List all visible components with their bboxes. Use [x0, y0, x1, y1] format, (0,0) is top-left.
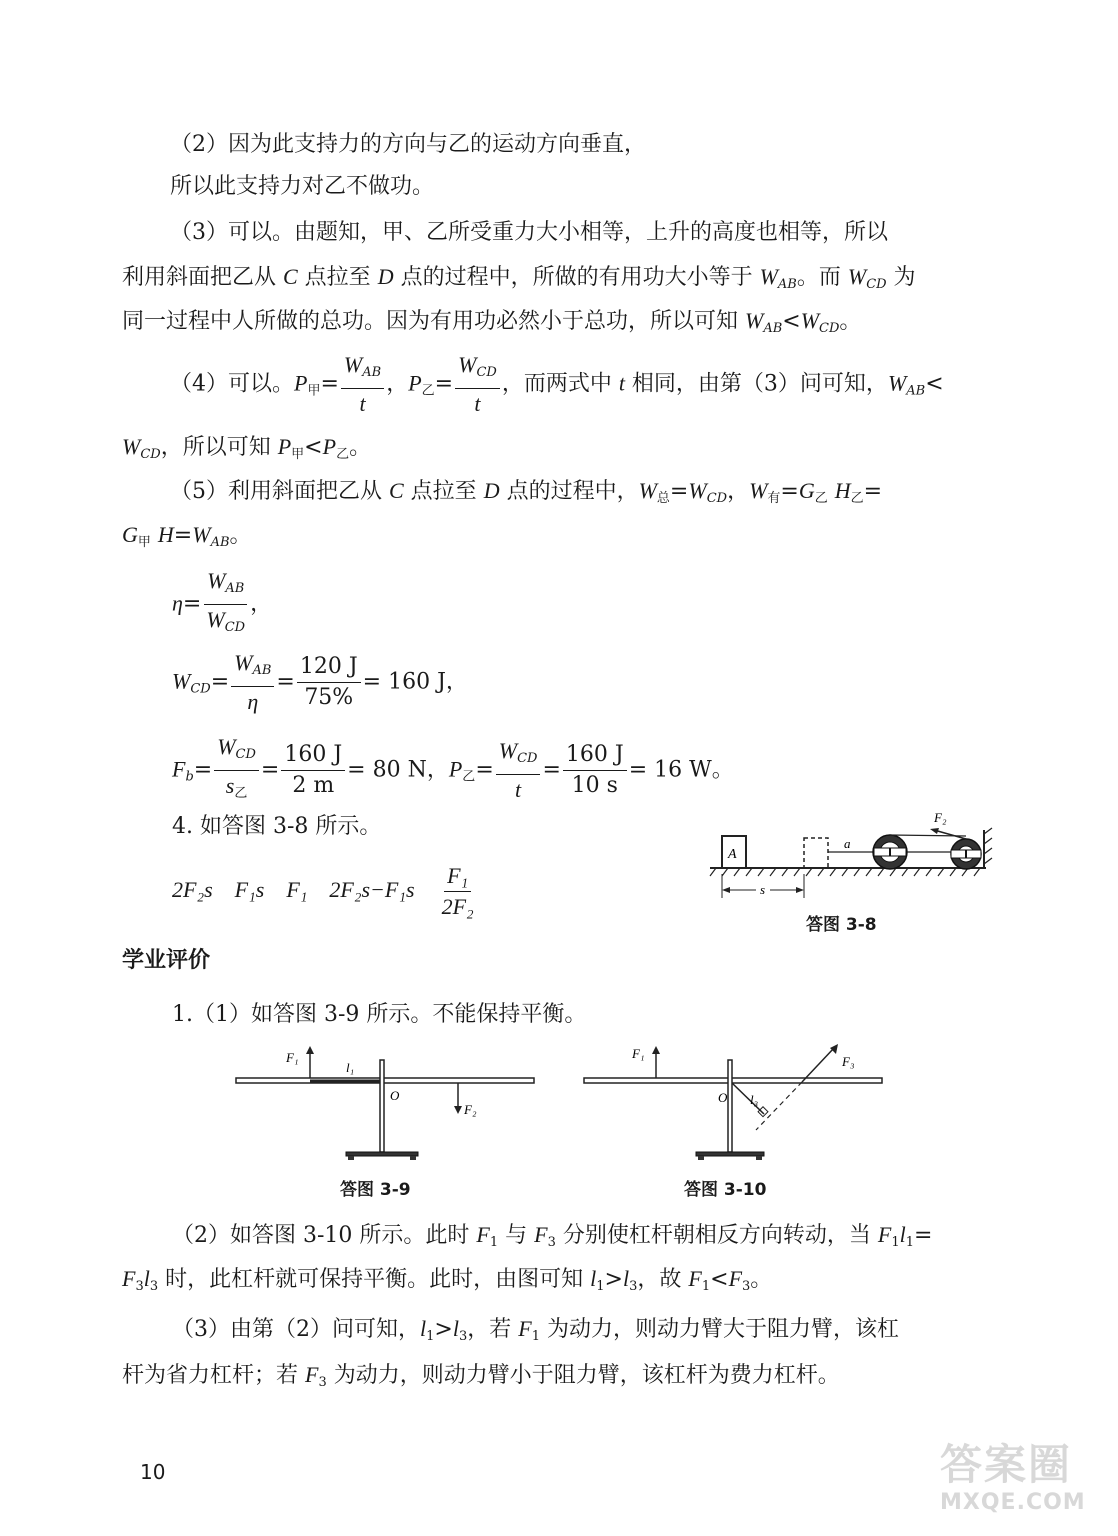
answer-4-line-1: （4）可以。P甲= $\frac{W_{AB}}{t}$ ，P乙= $\frac{W_{CD}}{t}$ ，而两式中 t 相同，由第（3）问可知，$W_{AB}<$ — [170, 352, 944, 416]
question-1-part-2-line-2: F3l3 时，此杠杆就可保持平衡。此时，由图可知 l1>l3，故 F1<F3。 — [122, 1266, 773, 1294]
fraction-wcd-t: $\frac{W_{CD}}{t}$ — [455, 352, 500, 417]
watermark-logo: 答案圈 MXQE.COM — [940, 1440, 1086, 1515]
label-f2: F₂ — [464, 1102, 477, 1117]
question-1-part-3-line-1: （3）由第（2）问可知，l1>l3，若 F1 为动力，则动力臂大于阻力臂，该杠 — [172, 1316, 899, 1344]
answer-2-line-2: 所以此支持力对乙不做功。 — [170, 174, 435, 199]
figure-3-9-lever-diagram — [230, 1040, 540, 1170]
label-l1: l₁ — [346, 1060, 355, 1075]
stand-pole — [380, 1060, 384, 1152]
question-4-text: 4. 如答图 3-8 所示。 — [172, 814, 382, 839]
answer-5-line-1: （5）利用斜面把乙从 C 点拉至 D 点的过程中，W总$=W_{CD}$，W有=G乙 H乙= — [170, 478, 883, 506]
question-4-answers: 2F₂s F₁s F₁ 2F₂s−F₁s $\frac{\text{F₁}}{\text{2F₂}}$ — [172, 863, 474, 920]
question-1-part-1: 1.（1）如答图 3-9 所示。不能保持平衡。 — [172, 1002, 587, 1027]
page-number: 10 — [140, 1460, 166, 1484]
fraction-wab-t: $\frac{W_{AB}}{t}$ — [341, 352, 384, 417]
figure-3-10-caption: 答图 3-10 — [684, 1180, 767, 1200]
section-title: 学业评价 — [122, 948, 211, 973]
label-l3: l₃ — [750, 1092, 759, 1107]
stand-pole — [728, 1060, 732, 1152]
label-a: A — [728, 847, 737, 862]
equation-wcd: $W_{CD}=$ $\frac{W_{AB}}{\eta}$ = $\frac{120 J}{75\%}$ = 160 J， — [172, 650, 468, 714]
label-a-small: a — [844, 836, 851, 851]
lever-bar — [236, 1078, 534, 1083]
answer-5-line-2: G甲 $H=W_{AB}$。 — [122, 522, 252, 550]
label-s: s — [760, 882, 766, 897]
answer-3-line-2: 利用斜面把乙从 C 点拉至 D 点的过程中，所做的有用功大小等于 $W_{AB}$。而 $W_{CD}$ 为 — [122, 264, 916, 292]
equation-fb-power: $F_b=$ $\frac{W_{CD}}{\text{s乙}}$ = $\frac{160 J}{2 m}$ = 80 N，P乙= $\frac{W_{CD}}{t}$ = $\frac{160 J}{10 s}$ = 16 W。 — [172, 734, 734, 802]
label-o: O — [390, 1088, 400, 1103]
figure-3-10-lever-diagram — [580, 1036, 890, 1170]
label-f1: F₁ — [286, 1050, 299, 1065]
label-o: O — [718, 1090, 728, 1105]
answer-4-line-2: $W_{CD}$，所以可知 P甲<P乙。 — [122, 434, 372, 462]
answer-3-line-1: （3）可以。由题知，甲、乙所受重力大小相等，上升的高度也相等，所以 — [170, 220, 888, 245]
figure-3-8-pulley-diagram — [708, 808, 998, 908]
figure-3-9-caption: 答图 3-9 — [340, 1180, 411, 1200]
label-f1: F₁ — [632, 1046, 645, 1061]
block-dashed — [804, 838, 828, 868]
answer-3-line-3: 同一过程中人所做的总功。因为有用功必然小于总功，所以可知 $W_{AB}<W_{CD}$。 — [122, 308, 862, 336]
lever-bar — [584, 1078, 882, 1083]
question-1-part-3-line-2: 杆为省力杠杆；若 F3 为动力，则动力臂小于阻力臂，该杠杆为费力杠杆。 — [122, 1362, 840, 1390]
equation-eta: η= $\frac{W_{AB}}{W_{CD}}$ ， — [172, 568, 273, 635]
figure-3-8-caption: 答图 3-8 — [806, 915, 877, 935]
label-f2: F₂ — [934, 810, 947, 825]
question-1-part-2-line-1: （2）如答图 3-10 所示。此时 F1 与 F3 分别使杠杆朝相反方向转动，当 F1l1= — [172, 1222, 933, 1250]
label-f3: F₃ — [842, 1054, 855, 1069]
answer-2-line-1: （2）因为此支持力的方向与乙的运动方向垂直， — [170, 132, 646, 157]
